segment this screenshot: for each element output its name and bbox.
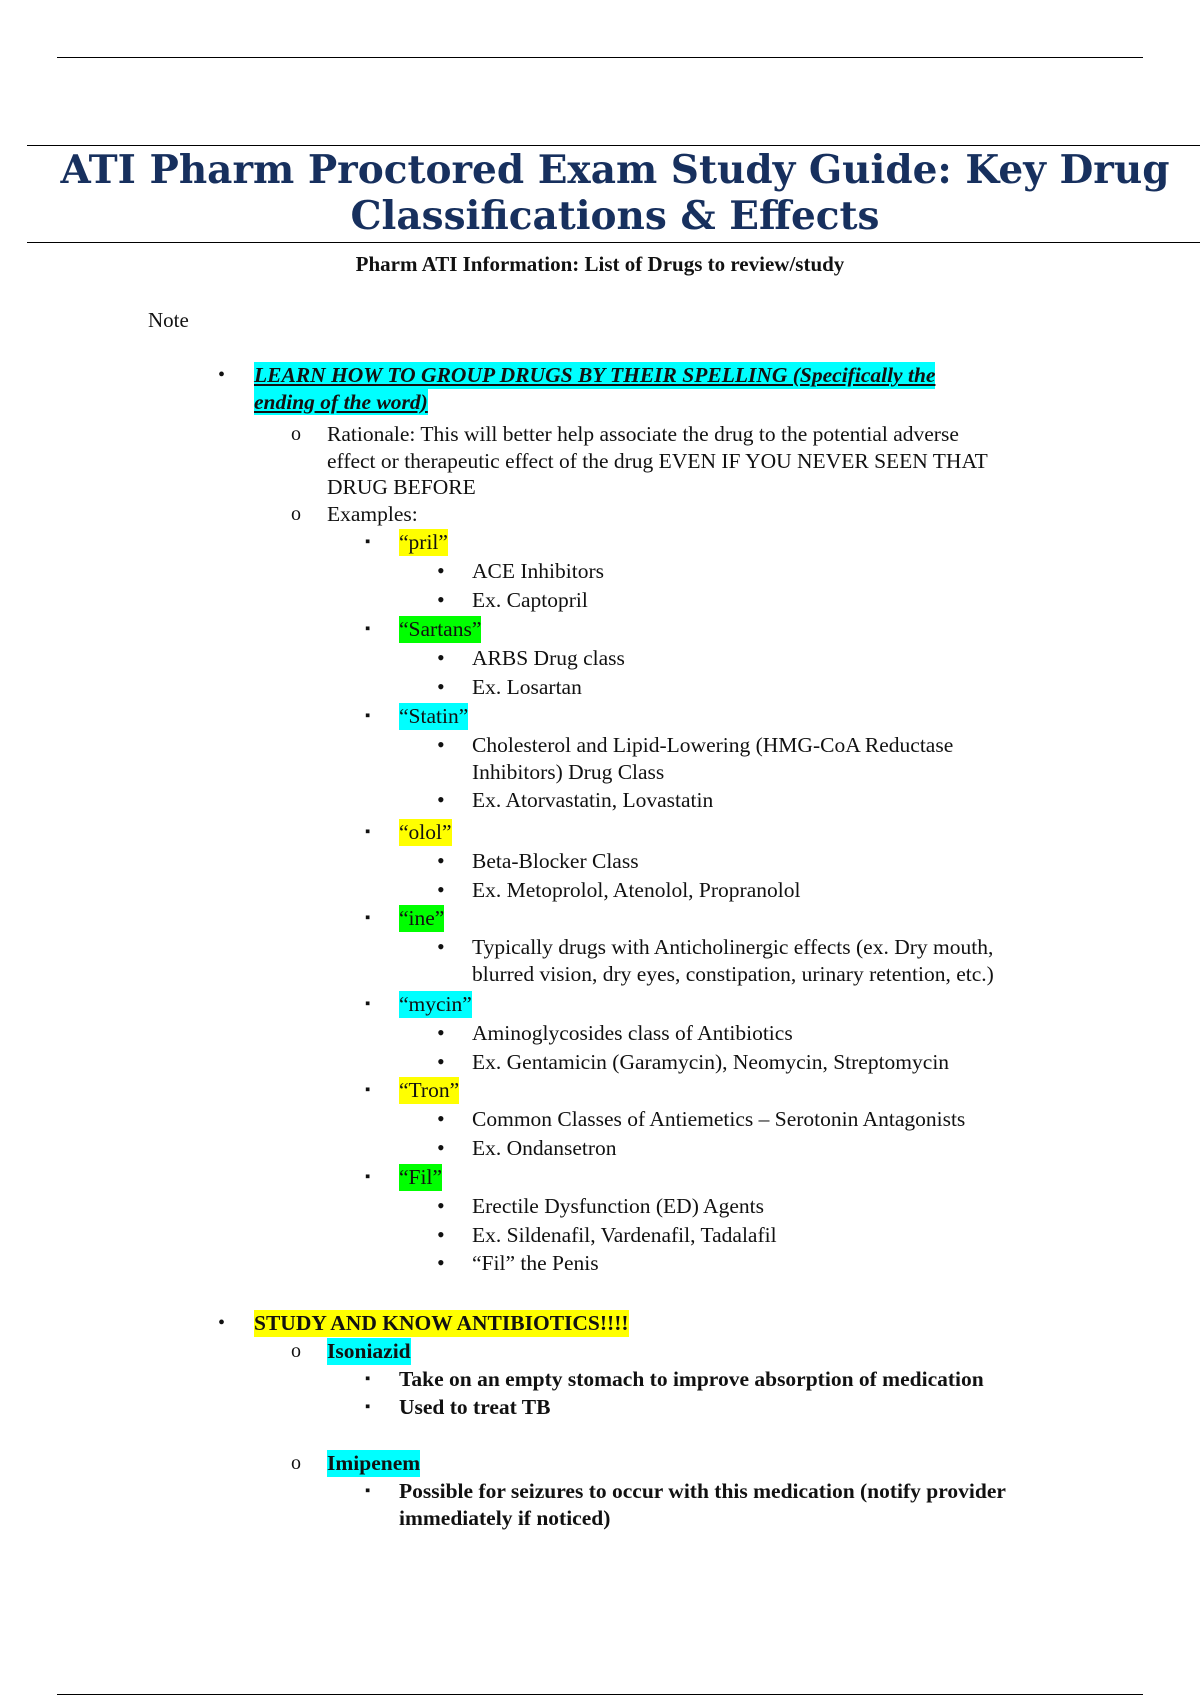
antibiotic-point: Possible for seizures to occur with this medication (notify provider — [399, 1479, 1006, 1503]
examples-label-row — [327, 501, 418, 528]
suffix-detail-row — [472, 1193, 764, 1220]
suffix-detail: Ex. Atorvastatin, Lovastatin — [472, 788, 714, 812]
bullet-marker: ▪ — [365, 1169, 371, 1185]
bullet-marker: o — [291, 423, 301, 445]
section-heading-spelling-row — [254, 362, 935, 389]
bullet-marker: ▪ — [365, 708, 371, 724]
suffix-label: “Sartans” — [399, 617, 482, 641]
suffix-label-row — [399, 819, 452, 846]
bullet-marker: • — [437, 1250, 445, 1275]
suffix-label-row — [399, 991, 472, 1018]
suffix-detail-row — [472, 1049, 949, 1076]
note-label: Note — [148, 308, 189, 332]
suffix-label: “mycin” — [399, 992, 472, 1016]
suffix-detail-row — [472, 848, 639, 875]
bullet-marker: ▪ — [365, 1398, 371, 1415]
section-heading-spelling-row — [254, 389, 428, 416]
suffix-detail-row — [472, 934, 993, 961]
suffix-detail-row — [472, 1250, 599, 1277]
antibiotic-point: immediately if noticed) — [399, 1505, 611, 1530]
antibiotic-name: Isoniazid — [327, 1339, 411, 1363]
suffix-detail: ACE Inhibitors — [472, 559, 604, 583]
document-title — [60, 147, 1170, 239]
suffix-detail: ARBS Drug class — [472, 646, 625, 670]
suffix-label-row — [399, 1164, 442, 1191]
suffix-detail: Beta-Blocker Class — [472, 849, 639, 873]
bullet-marker: ▪ — [365, 534, 371, 550]
bullet-marker: • — [437, 732, 445, 757]
rationale-text: Rationale: This will better help associate the drug to the potential adverse — [327, 422, 959, 446]
suffix-detail-row — [472, 674, 582, 701]
bullet-marker: • — [437, 1134, 445, 1160]
header-rule — [57, 57, 1143, 58]
rationale-text: effect or therapeutic effect of the drug EVEN IF YOU NEVER SEEN THAT — [327, 448, 988, 473]
bullet-marker: • — [218, 1312, 226, 1334]
bullet-marker: ▪ — [365, 1483, 371, 1499]
section-heading-antibiotics: STUDY AND KNOW ANTIBIOTICS!!!! — [254, 1311, 629, 1335]
suffix-detail-row — [472, 645, 625, 672]
suffix-detail-row — [472, 787, 713, 814]
suffix-label: “ine” — [399, 906, 445, 930]
bullet-marker: ▪ — [365, 824, 371, 840]
suffix-detail-row — [472, 1135, 617, 1162]
antibiotic-name: Imipenem — [327, 1451, 421, 1475]
bullet-marker: • — [437, 787, 445, 812]
bullet-marker: • — [437, 1020, 445, 1045]
bullet-marker: o — [291, 503, 301, 525]
bullet-marker: o — [291, 1452, 301, 1474]
suffix-label-row — [399, 616, 481, 643]
suffix-detail-row — [472, 587, 588, 614]
suffix-detail: Ex. Gentamicin (Garamycin), Neomycin, Streptomycin — [472, 1049, 950, 1074]
suffix-detail-row — [472, 1222, 777, 1249]
suffix-detail: blurred vision, dry eyes, constipation, urinary retention, etc.) — [472, 961, 994, 986]
bullet-marker: ▪ — [365, 621, 371, 637]
antibiotic-name-row — [327, 1450, 420, 1477]
bullet-marker: • — [437, 1193, 445, 1218]
suffix-label: “olol” — [399, 820, 452, 844]
suffix-label-row — [399, 905, 444, 932]
bullet-marker: • — [437, 645, 445, 670]
examples-label: Examples: — [327, 502, 418, 526]
bullet-marker: • — [437, 1106, 445, 1131]
bullet-marker: • — [437, 934, 445, 959]
suffix-detail: Typically drugs with Anticholinergic effects (ex. Dry mouth, — [472, 935, 994, 959]
suffix-detail: Common Classes of Antiemetics – Serotonin Antagonists — [472, 1107, 966, 1131]
suffix-label-row — [399, 1077, 459, 1104]
antibiotic-point: Take on an empty stomach to improve absorption of medication — [399, 1367, 984, 1391]
bullet-marker: o — [291, 1340, 301, 1362]
suffix-detail: Ex. Sildenafil, Vardenafil, Tadalafil — [472, 1222, 777, 1247]
suffix-detail: Ex. Ondansetron — [472, 1135, 617, 1160]
antibiotic-point-row — [399, 1366, 984, 1393]
bullet-marker: • — [437, 673, 445, 699]
rationale-text-row — [327, 421, 959, 448]
document-subtitle: Pharm ATI Information: List of Drugs to review/study — [355, 252, 845, 276]
section-heading-spelling: ending of the word) — [254, 389, 428, 414]
suffix-label-row — [399, 703, 468, 730]
section-heading-spelling: LEARN HOW TO GROUP DRUGS BY THEIR SPELLING (Specifically the — [254, 363, 936, 387]
suffix-detail: Ex. Captopril — [472, 587, 588, 612]
antibiotic-point-row — [399, 1478, 1006, 1505]
suffix-detail: Cholesterol and Lipid-Lowering (HMG-CoA Reductase — [472, 733, 954, 757]
suffix-detail: “Fil” the Penis — [472, 1251, 599, 1275]
section-heading-antibiotics-row — [254, 1310, 629, 1337]
antibiotic-point-row — [399, 1394, 551, 1421]
bullet-marker: • — [437, 558, 445, 583]
bullet-marker: ▪ — [365, 1371, 371, 1387]
bullet-marker: ▪ — [365, 1082, 371, 1098]
bullet-marker: • — [437, 1221, 445, 1247]
suffix-detail-row — [472, 1020, 793, 1047]
bullet-marker: • — [218, 364, 226, 386]
suffix-detail-row — [472, 759, 664, 786]
title-line-2: Classifications & Effects — [350, 193, 880, 239]
suffix-detail: Aminoglycosides class of Antibiotics — [472, 1021, 793, 1045]
bullet-marker: • — [437, 848, 445, 873]
bullet-marker: ▪ — [365, 910, 371, 926]
title-bottom-rule — [27, 242, 1200, 243]
suffix-detail: Ex. Metoprolol, Atenolol, Propranolol — [472, 877, 801, 902]
suffix-detail: Inhibitors) Drug Class — [472, 759, 665, 784]
suffix-label: “pril” — [399, 530, 448, 554]
antibiotic-name-row — [327, 1338, 411, 1365]
suffix-detail: Erectile Dysfunction (ED) Agents — [472, 1194, 764, 1218]
suffix-label: “Statin” — [399, 704, 469, 728]
antibiotic-point: Used to treat TB — [399, 1394, 551, 1419]
rationale-text-row — [327, 474, 476, 501]
suffix-label: “Tron” — [399, 1078, 460, 1102]
suffix-detail: Ex. Losartan — [472, 674, 582, 699]
bullet-marker: ▪ — [365, 996, 371, 1012]
footer-rule — [57, 1694, 1143, 1695]
bullet-marker: • — [437, 586, 445, 612]
title-top-rule — [27, 145, 1200, 146]
suffix-detail-row — [472, 1106, 965, 1133]
suffix-detail-row — [472, 877, 800, 904]
suffix-detail-row — [472, 961, 994, 988]
bullet-marker: • — [437, 1048, 445, 1074]
rationale-text: DRUG BEFORE — [327, 475, 476, 499]
rationale-text-row — [327, 448, 988, 475]
antibiotic-point-row — [399, 1505, 610, 1532]
suffix-detail-row — [472, 558, 604, 585]
suffix-label-row — [399, 529, 448, 556]
suffix-label: “Fil” — [399, 1165, 442, 1189]
title-line-1: ATI Pharm Proctored Exam Study Guide: Key Drug — [60, 147, 1170, 193]
bullet-marker: • — [437, 876, 445, 902]
suffix-detail-row — [472, 732, 953, 759]
